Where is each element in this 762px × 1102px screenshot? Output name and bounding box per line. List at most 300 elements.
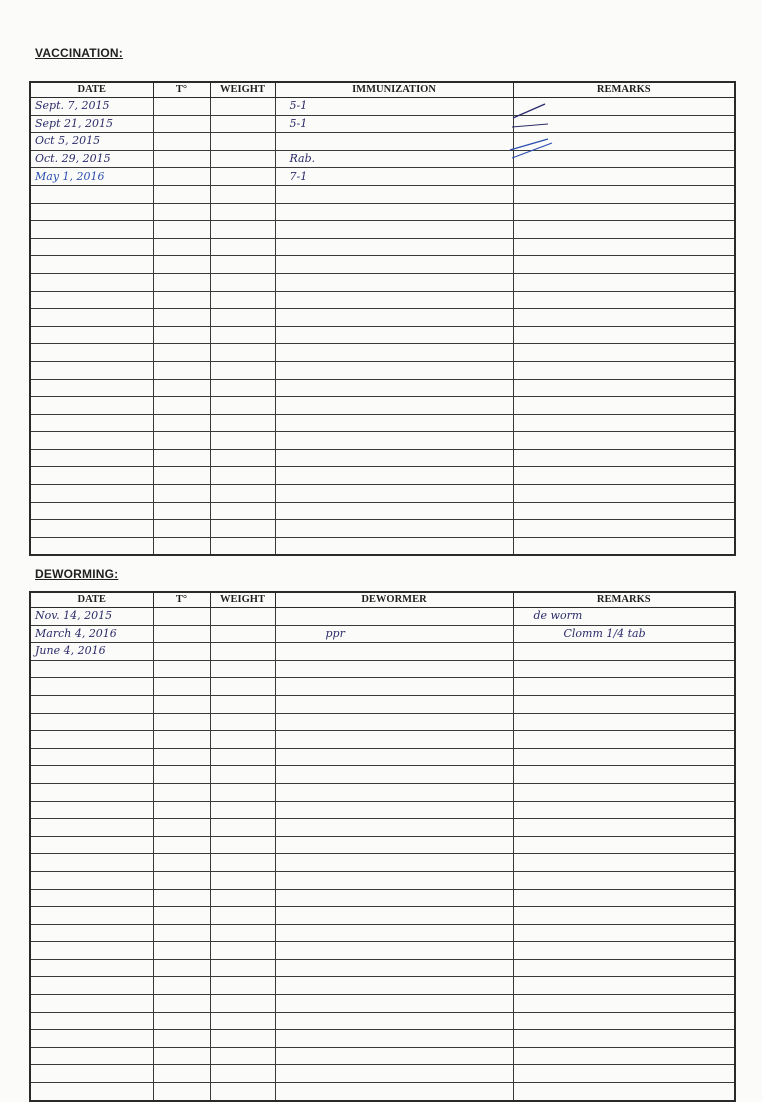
empty-cell	[30, 537, 153, 555]
empty-table-row	[30, 924, 735, 942]
vaccination-rows	[30, 98, 735, 556]
empty-table-row	[30, 854, 735, 872]
empty-cell	[513, 185, 735, 203]
empty-cell	[210, 889, 275, 907]
empty-cell	[153, 695, 210, 713]
empty-cell	[30, 502, 153, 520]
empty-cell	[153, 537, 210, 555]
empty-table-row	[30, 783, 735, 801]
empty-cell	[275, 801, 513, 819]
empty-cell	[30, 485, 153, 503]
empty-cell	[513, 203, 735, 221]
empty-cell	[275, 1012, 513, 1030]
empty-cell	[210, 995, 275, 1013]
empty-table-row	[30, 432, 735, 450]
empty-table-row	[30, 502, 735, 520]
deworming-table	[29, 591, 736, 1102]
empty-cell	[30, 1012, 153, 1030]
empty-cell	[153, 273, 210, 291]
empty-cell	[513, 291, 735, 309]
empty-cell	[30, 1047, 153, 1065]
empty-table-row	[30, 889, 735, 907]
entry-weight	[210, 168, 275, 186]
empty-table-row	[30, 748, 735, 766]
empty-cell	[513, 221, 735, 239]
empty-cell	[210, 766, 275, 784]
empty-cell	[210, 502, 275, 520]
empty-cell	[30, 185, 153, 203]
empty-cell	[210, 731, 275, 749]
empty-cell	[513, 467, 735, 485]
deworming-rows	[30, 608, 735, 1101]
empty-table-row	[30, 414, 735, 432]
empty-cell	[30, 854, 153, 872]
empty-cell	[275, 467, 513, 485]
entry-remarks: de worm	[513, 608, 735, 626]
empty-cell	[513, 854, 735, 872]
empty-cell	[210, 414, 275, 432]
entry-immunization: 7-1	[275, 168, 513, 186]
entry-temperature	[153, 98, 210, 116]
empty-table-row	[30, 801, 735, 819]
empty-cell	[210, 379, 275, 397]
header-immunization: IMMUNIZATION	[275, 82, 513, 98]
empty-cell	[210, 801, 275, 819]
empty-cell	[275, 977, 513, 995]
empty-table-row	[30, 995, 735, 1013]
empty-cell	[153, 977, 210, 995]
empty-cell	[153, 309, 210, 327]
empty-cell	[513, 502, 735, 520]
empty-cell	[275, 836, 513, 854]
empty-cell	[210, 344, 275, 362]
empty-cell	[210, 203, 275, 221]
empty-cell	[30, 766, 153, 784]
empty-table-row	[30, 766, 735, 784]
table-row	[30, 115, 735, 133]
empty-cell	[153, 889, 210, 907]
entry-date: Oct 5, 2015	[30, 133, 153, 151]
empty-cell	[210, 695, 275, 713]
empty-cell	[275, 766, 513, 784]
entry-remarks	[513, 133, 735, 151]
empty-table-row	[30, 361, 735, 379]
empty-cell	[513, 731, 735, 749]
entry-remarks: Clomm 1/4 tab	[513, 625, 735, 643]
empty-cell	[153, 467, 210, 485]
empty-cell	[275, 854, 513, 872]
empty-cell	[30, 1083, 153, 1101]
empty-cell	[153, 361, 210, 379]
entry-immunization: 5-1	[275, 115, 513, 133]
empty-cell	[275, 748, 513, 766]
empty-cell	[513, 432, 735, 450]
entry-date: Sept 21, 2015	[30, 115, 153, 133]
empty-cell	[30, 942, 153, 960]
empty-cell	[153, 748, 210, 766]
empty-cell	[153, 291, 210, 309]
empty-cell	[30, 256, 153, 274]
empty-table-row	[30, 695, 735, 713]
entry-date: March 4, 2016	[30, 625, 153, 643]
empty-cell	[30, 203, 153, 221]
empty-table-row	[30, 977, 735, 995]
empty-cell	[30, 678, 153, 696]
empty-cell	[513, 1030, 735, 1048]
empty-cell	[210, 485, 275, 503]
empty-cell	[153, 1030, 210, 1048]
header-dewormer: DEWORMER	[275, 592, 513, 608]
vaccination-title: VACCINATION:	[35, 46, 123, 60]
empty-cell	[513, 783, 735, 801]
empty-cell	[210, 256, 275, 274]
empty-cell	[513, 748, 735, 766]
empty-cell	[30, 713, 153, 731]
empty-cell	[513, 379, 735, 397]
empty-cell	[513, 520, 735, 538]
empty-table-row	[30, 907, 735, 925]
empty-table-row	[30, 959, 735, 977]
empty-table-row	[30, 819, 735, 837]
empty-cell	[275, 660, 513, 678]
empty-cell	[210, 537, 275, 555]
empty-cell	[210, 238, 275, 256]
empty-table-row	[30, 942, 735, 960]
entry-weight	[210, 150, 275, 168]
entry-immunization	[275, 133, 513, 151]
entry-temperature	[153, 115, 210, 133]
empty-cell	[30, 520, 153, 538]
empty-cell	[275, 731, 513, 749]
vaccination-table	[29, 81, 736, 556]
empty-table-row	[30, 273, 735, 291]
entry-temperature	[153, 608, 210, 626]
entry-remarks	[513, 98, 735, 116]
empty-cell	[30, 748, 153, 766]
entry-date: June 4, 2016	[30, 643, 153, 661]
empty-cell	[30, 326, 153, 344]
entry-temperature	[153, 643, 210, 661]
empty-cell	[275, 449, 513, 467]
table-row	[30, 133, 735, 151]
empty-cell	[275, 221, 513, 239]
empty-cell	[153, 1012, 210, 1030]
empty-cell	[30, 221, 153, 239]
empty-cell	[513, 713, 735, 731]
entry-remarks	[513, 150, 735, 168]
empty-cell	[210, 871, 275, 889]
empty-cell	[153, 1083, 210, 1101]
entry-remarks	[513, 168, 735, 186]
empty-cell	[513, 326, 735, 344]
empty-cell	[30, 344, 153, 362]
empty-cell	[210, 977, 275, 995]
empty-cell	[275, 379, 513, 397]
empty-cell	[30, 836, 153, 854]
empty-cell	[153, 819, 210, 837]
empty-cell	[275, 695, 513, 713]
empty-cell	[153, 959, 210, 977]
entry-date: Sept. 7, 2015	[30, 98, 153, 116]
header-remarks: REMARKS	[513, 82, 735, 98]
empty-cell	[275, 942, 513, 960]
empty-cell	[513, 361, 735, 379]
empty-cell	[513, 995, 735, 1013]
empty-cell	[513, 836, 735, 854]
empty-cell	[153, 379, 210, 397]
empty-cell	[153, 907, 210, 925]
empty-cell	[210, 660, 275, 678]
empty-cell	[513, 1012, 735, 1030]
empty-cell	[513, 537, 735, 555]
entry-temperature	[153, 133, 210, 151]
empty-cell	[210, 449, 275, 467]
table-row	[30, 625, 735, 643]
empty-cell	[153, 783, 210, 801]
empty-cell	[210, 907, 275, 925]
empty-cell	[513, 449, 735, 467]
empty-table-row	[30, 185, 735, 203]
empty-table-row	[30, 660, 735, 678]
empty-cell	[275, 361, 513, 379]
empty-table-row	[30, 731, 735, 749]
empty-cell	[30, 731, 153, 749]
empty-cell	[210, 819, 275, 837]
empty-cell	[153, 432, 210, 450]
entry-weight	[210, 625, 275, 643]
entry-temperature	[153, 168, 210, 186]
empty-cell	[30, 871, 153, 889]
entry-date: Nov. 14, 2015	[30, 608, 153, 626]
empty-table-row	[30, 326, 735, 344]
header-temperature: T°	[153, 82, 210, 98]
empty-cell	[210, 185, 275, 203]
empty-cell	[153, 1047, 210, 1065]
empty-cell	[30, 379, 153, 397]
empty-cell	[30, 397, 153, 415]
empty-cell	[30, 238, 153, 256]
empty-table-row	[30, 871, 735, 889]
empty-cell	[153, 678, 210, 696]
empty-cell	[513, 238, 735, 256]
empty-cell	[210, 713, 275, 731]
empty-table-row	[30, 713, 735, 731]
entry-immunization: 5-1	[275, 98, 513, 116]
empty-cell	[210, 520, 275, 538]
empty-cell	[210, 748, 275, 766]
empty-table-row	[30, 537, 735, 555]
empty-cell	[210, 959, 275, 977]
entry-date: Oct. 29, 2015	[30, 150, 153, 168]
entry-weight	[210, 133, 275, 151]
empty-cell	[30, 660, 153, 678]
empty-cell	[275, 907, 513, 925]
empty-cell	[210, 397, 275, 415]
empty-cell	[210, 1030, 275, 1048]
empty-cell	[153, 203, 210, 221]
empty-table-row	[30, 238, 735, 256]
empty-cell	[30, 924, 153, 942]
empty-table-row	[30, 309, 735, 327]
empty-cell	[153, 924, 210, 942]
table-row	[30, 98, 735, 116]
empty-cell	[513, 344, 735, 362]
entry-weight	[210, 115, 275, 133]
empty-table-row	[30, 678, 735, 696]
empty-cell	[153, 871, 210, 889]
empty-cell	[210, 291, 275, 309]
empty-cell	[513, 1083, 735, 1101]
empty-cell	[513, 273, 735, 291]
empty-cell	[513, 959, 735, 977]
empty-cell	[210, 854, 275, 872]
entry-weight	[210, 608, 275, 626]
empty-cell	[275, 273, 513, 291]
empty-cell	[275, 713, 513, 731]
empty-cell	[275, 1083, 513, 1101]
empty-cell	[275, 783, 513, 801]
empty-cell	[153, 221, 210, 239]
empty-cell	[30, 361, 153, 379]
entry-remarks	[513, 115, 735, 133]
empty-cell	[30, 819, 153, 837]
empty-cell	[210, 836, 275, 854]
empty-cell	[513, 801, 735, 819]
empty-cell	[275, 238, 513, 256]
empty-cell	[153, 185, 210, 203]
empty-cell	[30, 1030, 153, 1048]
empty-cell	[153, 660, 210, 678]
empty-cell	[30, 995, 153, 1013]
entry-remarks	[513, 643, 735, 661]
empty-cell	[513, 678, 735, 696]
empty-cell	[275, 819, 513, 837]
empty-cell	[275, 203, 513, 221]
entry-dewormer	[275, 643, 513, 661]
empty-table-row	[30, 1083, 735, 1101]
empty-cell	[30, 907, 153, 925]
entry-date: May 1, 2016	[30, 168, 153, 186]
empty-cell	[275, 889, 513, 907]
empty-cell	[153, 801, 210, 819]
empty-cell	[210, 432, 275, 450]
table-row	[30, 168, 735, 186]
empty-cell	[30, 449, 153, 467]
empty-cell	[210, 467, 275, 485]
entry-dewormer: ppr	[275, 625, 513, 643]
empty-cell	[513, 942, 735, 960]
empty-cell	[153, 397, 210, 415]
empty-table-row	[30, 1030, 735, 1048]
empty-cell	[153, 326, 210, 344]
empty-cell	[30, 432, 153, 450]
empty-cell	[153, 731, 210, 749]
empty-cell	[513, 977, 735, 995]
empty-cell	[153, 713, 210, 731]
empty-cell	[210, 924, 275, 942]
empty-cell	[513, 256, 735, 274]
empty-cell	[153, 449, 210, 467]
empty-cell	[513, 1047, 735, 1065]
empty-cell	[30, 695, 153, 713]
empty-cell	[153, 942, 210, 960]
empty-table-row	[30, 203, 735, 221]
empty-cell	[30, 309, 153, 327]
empty-table-row	[30, 1047, 735, 1065]
empty-cell	[275, 309, 513, 327]
empty-cell	[275, 256, 513, 274]
empty-cell	[275, 520, 513, 538]
empty-cell	[210, 273, 275, 291]
empty-cell	[153, 836, 210, 854]
empty-table-row	[30, 485, 735, 503]
empty-cell	[30, 273, 153, 291]
empty-cell	[275, 871, 513, 889]
empty-cell	[153, 766, 210, 784]
empty-cell	[153, 995, 210, 1013]
empty-cell	[153, 256, 210, 274]
empty-cell	[513, 819, 735, 837]
empty-table-row	[30, 1012, 735, 1030]
empty-cell	[275, 1030, 513, 1048]
empty-cell	[275, 326, 513, 344]
empty-table-row	[30, 221, 735, 239]
entry-dewormer	[275, 608, 513, 626]
entry-immunization: Rab.	[275, 150, 513, 168]
header-date: DATE	[30, 82, 153, 98]
empty-table-row	[30, 467, 735, 485]
empty-cell	[513, 907, 735, 925]
empty-cell	[153, 344, 210, 362]
empty-cell	[513, 309, 735, 327]
table-row	[30, 643, 735, 661]
empty-cell	[275, 995, 513, 1013]
header-temperature: T°	[153, 592, 210, 608]
empty-table-row	[30, 520, 735, 538]
empty-cell	[275, 397, 513, 415]
empty-cell	[513, 924, 735, 942]
empty-cell	[153, 520, 210, 538]
empty-cell	[30, 977, 153, 995]
empty-cell	[30, 783, 153, 801]
empty-cell	[153, 238, 210, 256]
header-weight: WEIGHT	[210, 592, 275, 608]
empty-table-row	[30, 256, 735, 274]
empty-cell	[210, 783, 275, 801]
empty-cell	[30, 801, 153, 819]
empty-cell	[30, 467, 153, 485]
empty-cell	[513, 414, 735, 432]
empty-cell	[210, 1047, 275, 1065]
empty-cell	[513, 485, 735, 503]
empty-cell	[153, 485, 210, 503]
entry-weight	[210, 98, 275, 116]
table-row	[30, 150, 735, 168]
empty-cell	[210, 942, 275, 960]
empty-table-row	[30, 836, 735, 854]
empty-table-row	[30, 449, 735, 467]
entry-temperature	[153, 150, 210, 168]
empty-cell	[275, 959, 513, 977]
empty-cell	[275, 432, 513, 450]
empty-cell	[210, 309, 275, 327]
deworming-title: DEWORMING:	[35, 567, 119, 581]
empty-cell	[210, 361, 275, 379]
empty-cell	[210, 221, 275, 239]
empty-table-row	[30, 379, 735, 397]
empty-cell	[275, 414, 513, 432]
empty-cell	[275, 924, 513, 942]
